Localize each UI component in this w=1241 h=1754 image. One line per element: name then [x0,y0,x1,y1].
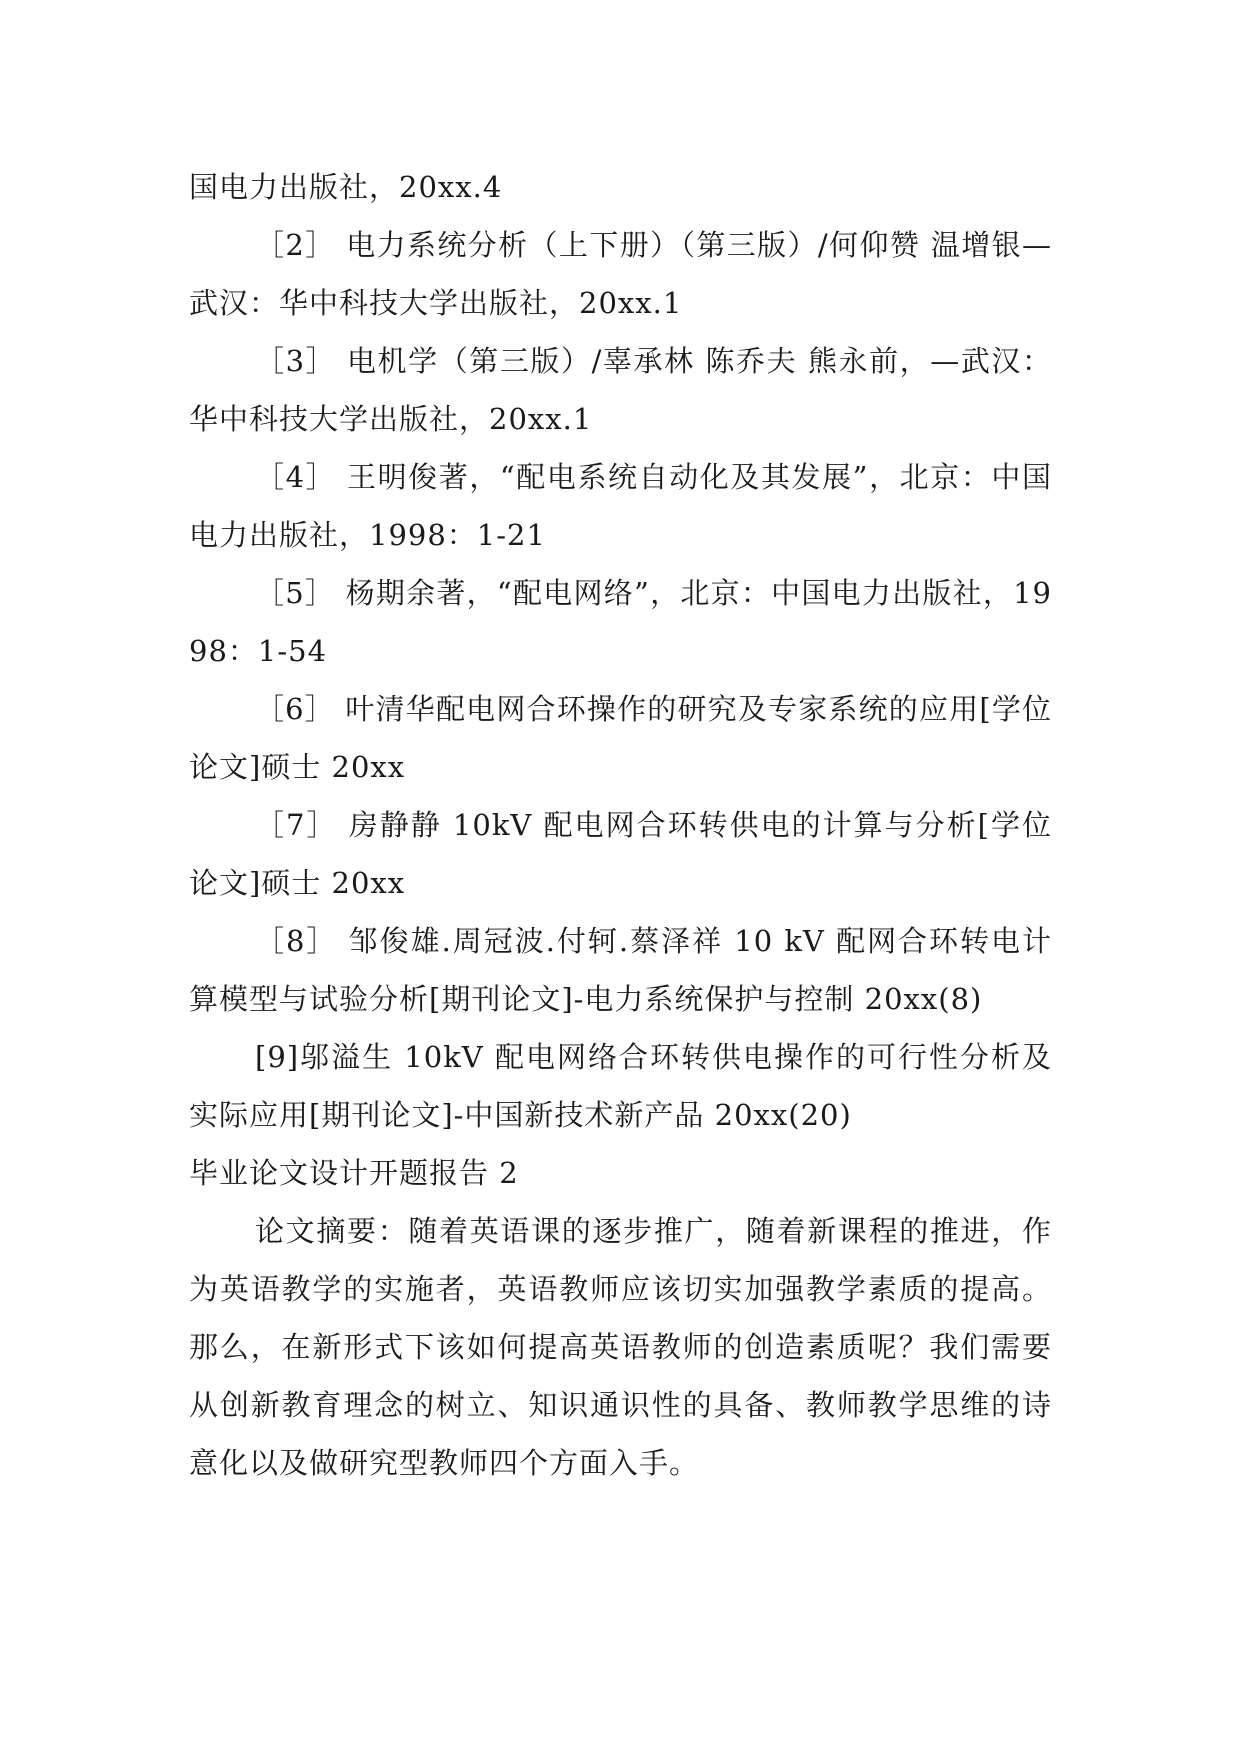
reference-item-8: ［8］ 邹俊雄.周冠波.付轲.蔡泽祥 10 kV 配网合环转电计算模型与试验分析[期刊论文]-电力系统保护与控制 20xx(8) [189,924,1052,1016]
reference-item-9: [9]邬溢生 10kV 配电网络合环转供电操作的可行性分析及实际应用[期刊论文]-中国新技术新产品 20xx(20) [189,1040,1052,1132]
reference-continuation: 国电力出版社，20xx.4 [189,170,503,204]
abstract-paragraph: 论文摘要：随着英语课的逐步推广，随着新课程的推进，作为英语教学的实施者，英语教师应该切实加强教学素质的提高。那么，在新形式下该如何提高英语教师的创造素质呢？我们需要从创新教育理念的树立、知识通识性的具备、教师教学思维的诗意化以及做研究型教师四个方面入手。 [189,1214,1052,1480]
reference-item-5: ［5］ 杨期余著，“配电网络”，北京：中国电力出版社，1998：1-54 [189,576,1052,668]
reference-item-7: ［7］ 房静静 10kV 配电网合环转供电的计算与分析[学位论文]硕士 20xx [189,808,1052,900]
reference-item-3: ［3］ 电机学（第三版）/辜承林 陈乔夫 熊永前，—武汉：华中科技大学出版社，20xx.1 [189,344,1052,436]
reference-item-2: ［2］ 电力系统分析（上下册）（第三版）/何仰赞 温增银—武汉：华中科技大学出版社，20xx.1 [189,228,1052,320]
reference-item-4: ［4］ 王明俊著，“配电系统自动化及其发展”，北京：中国电力出版社，1998：1-21 [189,460,1052,552]
reference-item-6: ［6］ 叶清华配电网合环操作的研究及专家系统的应用[学位论文]硕士 20xx [189,692,1052,784]
document-body [189,158,1052,1492]
section-title: 毕业论文设计开题报告 2 [189,1156,519,1190]
